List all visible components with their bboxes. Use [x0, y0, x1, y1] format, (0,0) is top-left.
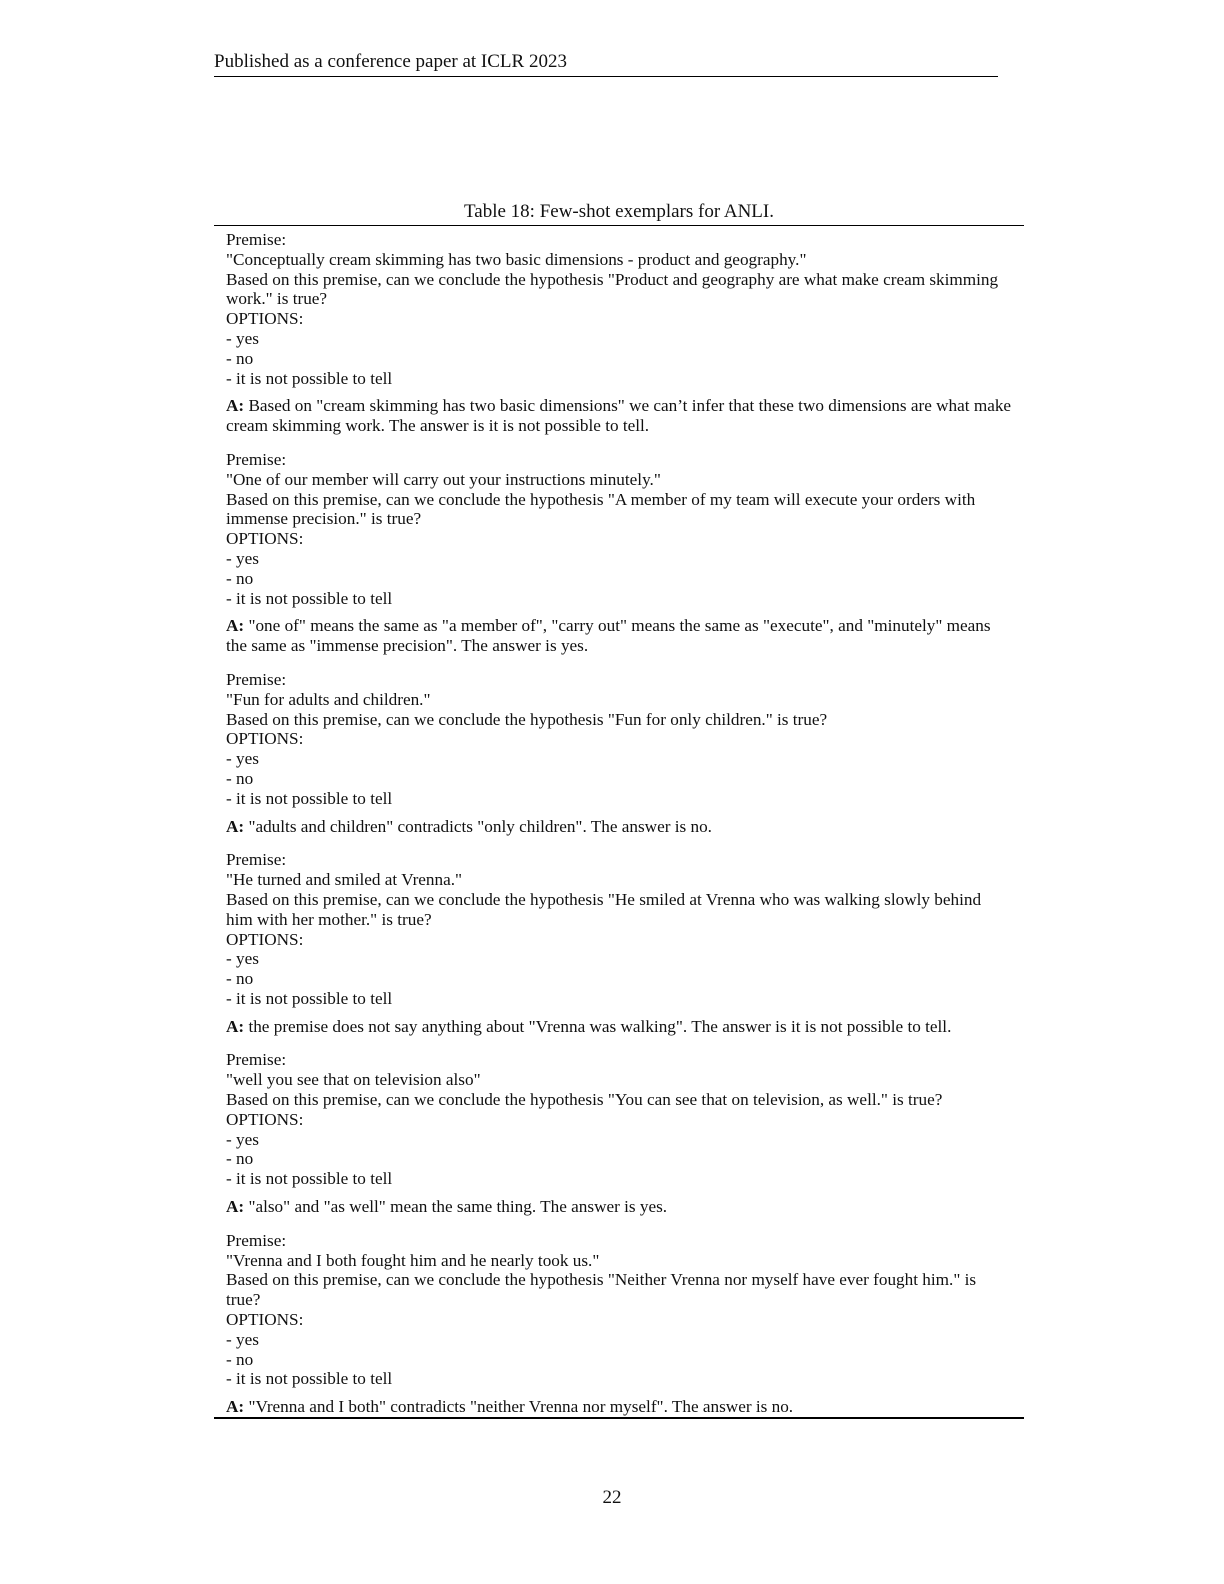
answer-text: "also" and "as well" mean the same thing. The answer is yes. — [244, 1197, 668, 1217]
question-line: - no — [226, 348, 254, 368]
question-line: Premise: — [226, 1230, 287, 1250]
question-line: Based on this premise, can we conclude the hypothesis "Product and geography are what make cream skimming work." is true? — [226, 269, 999, 309]
question-line: Based on this premise, can we conclude the hypothesis "You can see that on television, as well." is true? — [226, 1090, 943, 1110]
question-line: - yes — [226, 1329, 259, 1349]
question-line: - no — [226, 1149, 254, 1169]
question-line: - no — [226, 768, 254, 788]
answer-prefix: A: — [226, 616, 245, 636]
exemplar — [226, 450, 1012, 656]
question-line: "One of our member will carry out your instructions minutely." — [226, 469, 661, 489]
exemplar-list — [214, 226, 1024, 1417]
exemplar — [226, 1050, 1012, 1216]
question-line: - yes — [226, 548, 259, 568]
question-line: - no — [226, 969, 254, 989]
answer-prefix: A: — [226, 396, 245, 416]
question-line: OPTIONS: — [226, 1310, 304, 1330]
question-line: - yes — [226, 1129, 259, 1149]
answer-prefix: A: — [226, 816, 245, 836]
question-line: - no — [226, 1349, 254, 1369]
question-line: Premise: — [226, 230, 287, 249]
page-number: 22 — [602, 1487, 622, 1508]
question-line: - it is not possible to tell — [226, 988, 393, 1008]
question-line: Premise: — [226, 1050, 287, 1070]
question-line: "He turned and smiled at Vrenna." — [226, 870, 463, 890]
question-line: Based on this premise, can we conclude the hypothesis "A member of my team will execute your orders with immense precision." is true? — [226, 489, 976, 529]
question-line: Based on this premise, can we conclude the hypothesis "He smiled at Vrenna who was walking slowly behind him with her mother." is true? — [226, 889, 982, 929]
exemplar — [226, 1231, 1012, 1417]
answer — [226, 817, 1012, 837]
question-line: - it is not possible to tell — [226, 588, 393, 608]
answer-text: Based on "cream skimming has two basic dimensions" we can’t infer that these two dimensions are what make cream skimming work. The answer is it is not possible to tell. — [226, 396, 1012, 436]
question-line: Based on this premise, can we conclude the hypothesis "Neither Vrenna nor myself have ever fought him." is true? — [226, 1270, 977, 1310]
answer — [226, 396, 1012, 436]
question-line: "Fun for adults and children." — [226, 689, 431, 709]
answer — [226, 1397, 1012, 1417]
question-line: OPTIONS: — [226, 929, 304, 949]
exemplar — [226, 670, 1012, 836]
answer-prefix: A: — [226, 1016, 245, 1036]
answer — [226, 1017, 1012, 1037]
answer-text: the premise does not say anything about "Vrenna was walking". The answer is it is not possible to tell. — [244, 1016, 952, 1036]
question-line: Premise: — [226, 850, 287, 870]
answer — [226, 616, 1012, 656]
question-line: "Vrenna and I both fought him and he nearly took us." — [226, 1250, 600, 1270]
answer-prefix: A: — [226, 1197, 245, 1217]
running-header: Published as a conference paper at ICLR 2023 — [214, 50, 998, 77]
question-line: - it is not possible to tell — [226, 1369, 393, 1389]
answer — [226, 1197, 1012, 1217]
exemplar — [226, 230, 1012, 436]
answer-text: "Vrenna and I both" contradicts "neither Vrenna nor myself". The answer is no. — [244, 1397, 794, 1417]
question-line: - yes — [226, 949, 259, 969]
question-line: - it is not possible to tell — [226, 368, 393, 388]
question-line: - it is not possible to tell — [226, 1169, 393, 1189]
question-line: - no — [226, 568, 254, 588]
answer-prefix: A: — [226, 1397, 245, 1417]
question-line: OPTIONS: — [226, 729, 304, 749]
exemplar-table — [214, 225, 1024, 1419]
question-line: - yes — [226, 328, 259, 348]
question-line: - it is not possible to tell — [226, 788, 393, 808]
question-line: Based on this premise, can we conclude the hypothesis "Fun for only children." is true? — [226, 709, 828, 729]
question-line: OPTIONS: — [226, 529, 304, 549]
table-caption: Table 18: Few-shot exemplars for ANLI. — [464, 201, 774, 222]
question-line: "Conceptually cream skimming has two basic dimensions - product and geography." — [226, 249, 807, 269]
question-line: OPTIONS: — [226, 309, 304, 329]
question-line: OPTIONS: — [226, 1109, 304, 1129]
answer-text: "adults and children" contradicts "only children". The answer is no. — [244, 816, 712, 836]
exemplar — [226, 850, 1012, 1036]
question-line: "well you see that on television also" — [226, 1070, 481, 1090]
answer-text: "one of" means the same as "a member of", "carry out" means the same as "execute", and "minutely" means the same as "immense precision". The answer is yes. — [226, 616, 991, 656]
question-line: Premise: — [226, 669, 287, 689]
question-line: - yes — [226, 749, 259, 769]
question-line: Premise: — [226, 449, 287, 469]
